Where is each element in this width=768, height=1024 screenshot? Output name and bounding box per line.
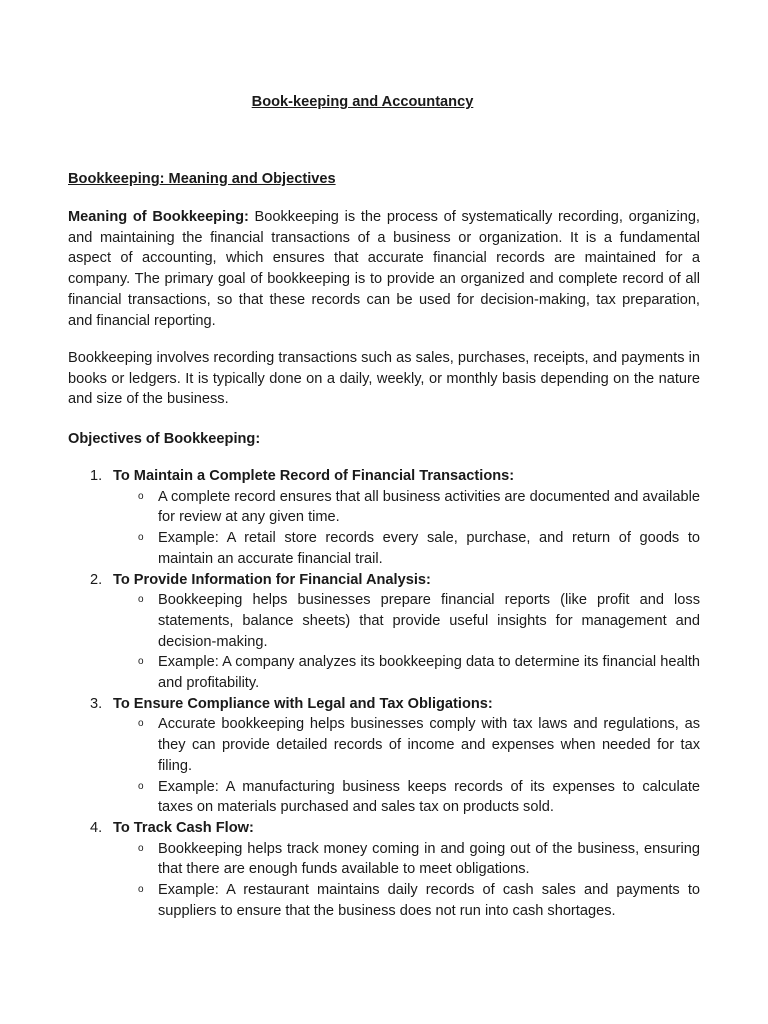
bullet-icon: o: [138, 884, 144, 896]
objective-point: [68, 777, 700, 818]
point-text: Example: A company analyzes its bookkeeping data to determine its financial health and profitability.: [158, 654, 700, 692]
objective-points: [68, 714, 700, 818]
objective-point: [68, 880, 700, 921]
objective-point: [68, 528, 700, 569]
involves-paragraph: Bookkeeping involves recording transactions such as sales, purchases, receipts, and payments in books or ledgers. It is typically done on a daily, weekly, or monthly basis depending on the nature and size of the business.: [68, 350, 700, 408]
section-heading: Bookkeeping: Meaning and Objectives: [68, 171, 336, 187]
objective-title: To Track Cash Flow:: [113, 819, 254, 836]
objective-item: [68, 694, 700, 818]
objective-point: [68, 487, 700, 528]
objective-points: [68, 590, 700, 694]
bullet-icon: o: [138, 718, 144, 730]
objective-point: [68, 652, 700, 693]
point-text: Bookkeeping helps businesses prepare financial reports (like profit and loss statements, balance sheets) that provide useful insights for management and decision-making.: [158, 592, 700, 650]
bullet-icon: o: [138, 490, 144, 502]
objectives-list: [68, 466, 700, 921]
objective-item: [68, 818, 700, 922]
objective-point: [68, 714, 700, 776]
point-text: Example: A manufacturing business keeps records of its expenses to calculate taxes on materials purchased and sales tax on products sold.: [158, 778, 700, 816]
objective-title: To Ensure Compliance with Legal and Tax Obligations:: [113, 695, 493, 712]
bullet-icon: o: [138, 532, 144, 544]
meaning-text: Bookkeeping is the process of systematically recording, organizing, and maintaining the financial transactions of a business or organization. It is a fundamental aspect of accounting, which ensures that accurate financial records are maintained for a company. The primary goal of bookkeeping is to provide an organized and complete record of all financial transactions, so that these records can be used for decision-making, tax preparation, and financial reporting.: [68, 209, 700, 329]
objective-item: [68, 466, 700, 570]
point-text: Bookkeeping helps track money coming in and going out of the business, ensuring that there are enough funds available to meet obligations.: [158, 840, 700, 878]
objective-number: 2.: [90, 571, 103, 588]
objective-item: [68, 570, 700, 694]
document-title: Book-keeping and Accountancy: [251, 94, 474, 110]
objective-point: [68, 839, 700, 880]
bullet-icon: o: [138, 842, 144, 854]
objective-title: To Provide Information for Financial Analysis:: [113, 571, 431, 588]
objective-number: 1.: [90, 468, 103, 484]
meaning-lead: Meaning of Bookkeeping:: [68, 209, 249, 225]
bullet-icon: o: [138, 594, 144, 606]
point-text: A complete record ensures that all business activities are documented and available for review at any given time.: [158, 488, 700, 526]
point-text: Accurate bookkeeping helps businesses comply with tax laws and regulations, as they can provide detailed records of income and expenses when needed for tax filing.: [158, 716, 700, 774]
objective-points: [68, 487, 700, 570]
point-text: Example: A retail store records every sale, purchase, and return of goods to maintain an accurate financial trail.: [158, 530, 700, 567]
objective-point: [68, 590, 700, 652]
objective-number: 4.: [90, 819, 103, 836]
meaning-paragraph: [68, 207, 700, 331]
objective-number: 3.: [90, 695, 103, 712]
point-text: Example: A restaurant maintains daily records of cash sales and payments to suppliers to ensure that the business does not run into cash shortages.: [158, 882, 700, 919]
objective-title: To Maintain a Complete Record of Financial Transactions:: [113, 468, 515, 484]
bullet-icon: o: [138, 656, 144, 668]
objectives-heading: Objectives of Bookkeeping:: [68, 431, 261, 447]
objective-points: [68, 839, 700, 922]
bullet-icon: o: [138, 780, 144, 792]
